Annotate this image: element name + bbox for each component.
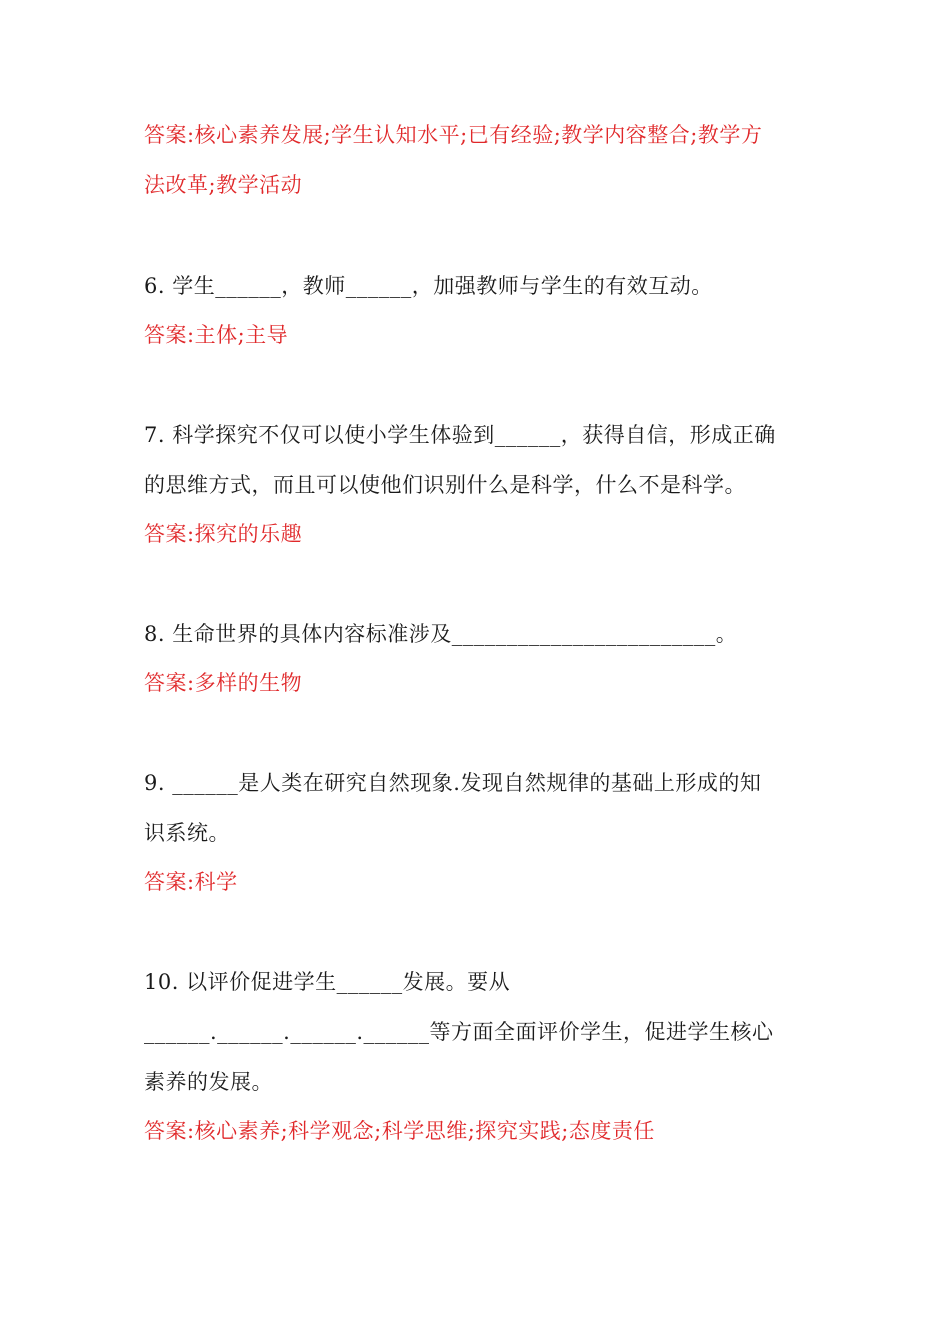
answer-10: 答案:核心素养;科学观念;科学思维;探究实践;态度责任 <box>144 1119 655 1143</box>
question-8: 8. 生命世界的具体内容标准涉及________________________。 <box>144 622 738 646</box>
question-9-line-1: 9. ______是人类在研究自然现象.发现自然规律的基础上形成的知 <box>144 771 762 795</box>
answer-6: 答案:主体;主导 <box>144 323 289 347</box>
question-7-line-1: 7. 科学探究不仅可以使小学生体验到______，获得自信，形成正确 <box>144 423 776 447</box>
answer-5-line-1: 答案:核心素养发展;学生认知水平;已有经验;教学内容整合;教学方 <box>144 123 763 147</box>
question-7-line-2: 的思维方式，而且可以使他们识别什么是科学，什么不是科学。 <box>144 473 746 497</box>
answer-5-line-2: 法改革;教学活动 <box>144 173 303 197</box>
answer-8: 答案:多样的生物 <box>144 671 303 695</box>
question-6: 6. 学生______，教师______，加强教师与学生的有效互动。 <box>144 274 713 298</box>
question-10-line-2: ______.______.______.______等方面全面评价学生，促进学生核心 <box>144 1020 774 1044</box>
answer-7: 答案:探究的乐趣 <box>144 522 303 546</box>
question-10-line-1: 10. 以评价促进学生______发展。要从 <box>144 970 511 994</box>
answer-9: 答案:科学 <box>144 870 238 894</box>
question-10-line-3: 素养的发展。 <box>144 1070 273 1094</box>
question-9-line-2: 识系统。 <box>144 821 230 845</box>
